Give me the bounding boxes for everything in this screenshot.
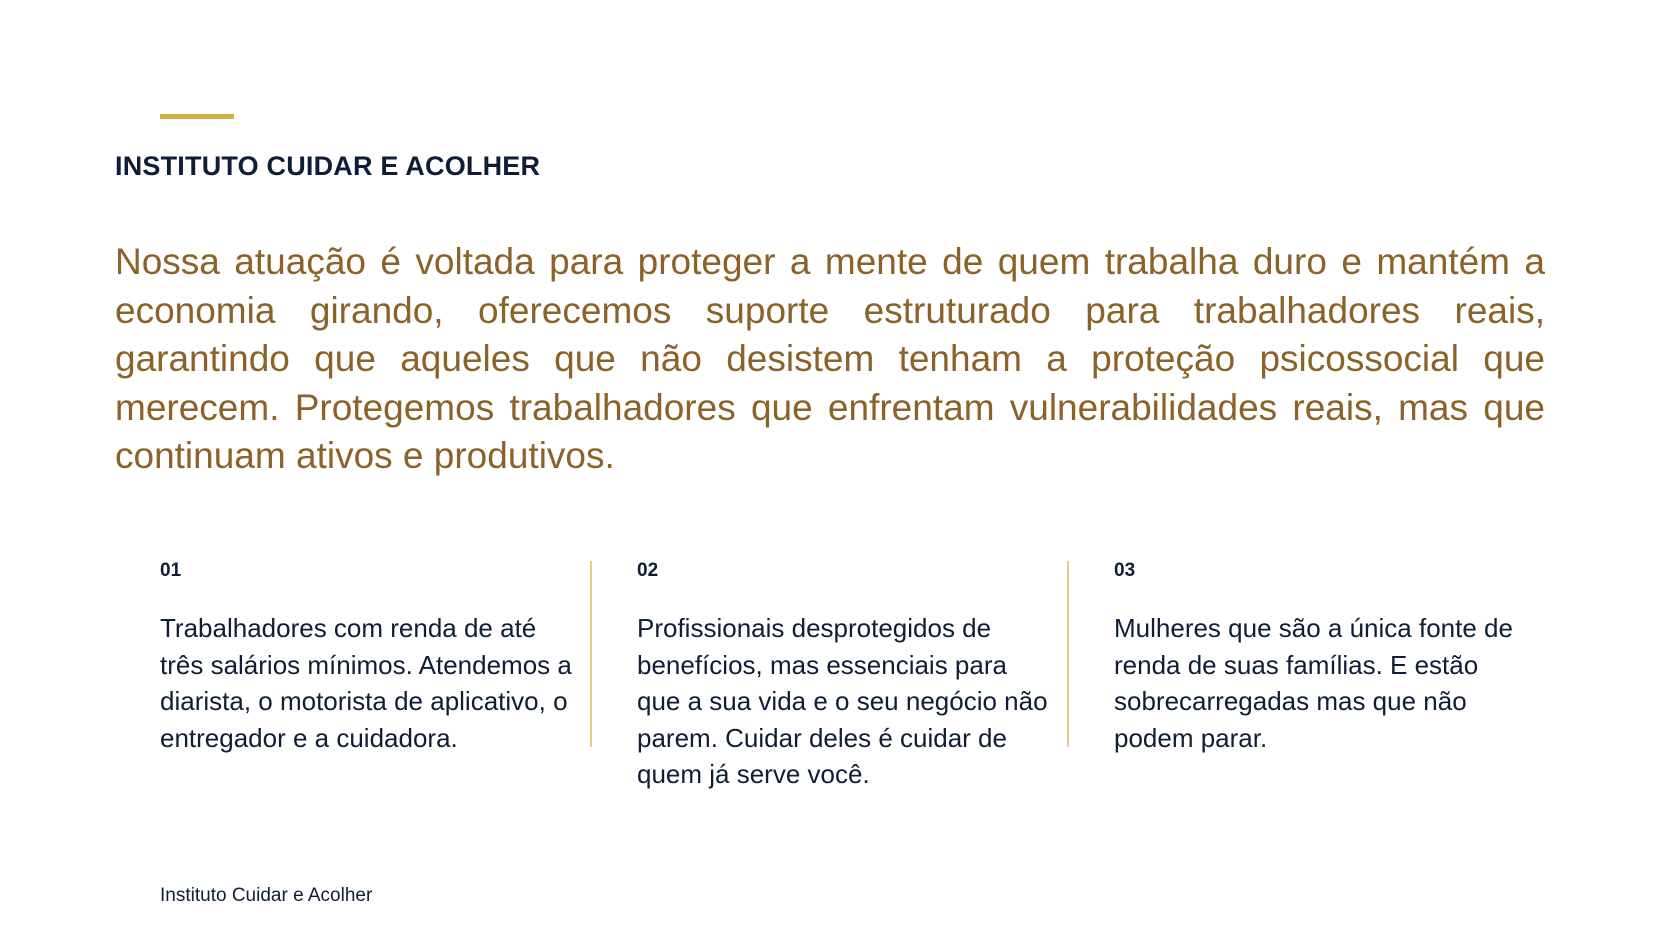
pillar-number: 02 bbox=[637, 560, 659, 581]
column-divider bbox=[1067, 561, 1069, 747]
page-title: INSTITUTO CUIDAR E ACOLHER bbox=[115, 151, 541, 181]
pillar-number: 01 bbox=[160, 560, 182, 581]
pillar-text: Mulheres que são a única fonte de renda de suas famílias. E estão sobrecarregadas mas que não podem parar. bbox=[1114, 613, 1513, 753]
pillar-number: 03 bbox=[1114, 560, 1136, 581]
column-divider bbox=[590, 561, 592, 747]
pillar-text: Trabalhadores com renda de até três salários mínimos. Atendemos a diarista, o motorista de aplicativo, o entregador e a cuidadora. bbox=[160, 613, 572, 753]
pillar-card-3 bbox=[1114, 560, 1534, 756]
pillar-card-1 bbox=[160, 560, 580, 756]
intro-paragraph: Nossa atuação é voltada para proteger a mente de quem trabalha duro e mantém a economia girando, oferecemos suporte estruturado para trabalhadores reais, garantindo que aqueles que não desistem tenham a proteção psicossocial que merecem. Protegemos trabalhadores que enfrentam vulnerabilidades reais, mas que continuam ativos e produtivos. bbox=[115, 241, 1545, 476]
accent-bar bbox=[160, 114, 234, 119]
footer-text: Instituto Cuidar e Acolher bbox=[160, 885, 373, 906]
pillar-text: Profissionais desprotegidos de benefícios, mas essenciais para que a sua vida e o seu negócio não parem. Cuidar deles é cuidar de quem já serve você. bbox=[637, 613, 1048, 789]
pillar-card-2 bbox=[637, 560, 1057, 793]
